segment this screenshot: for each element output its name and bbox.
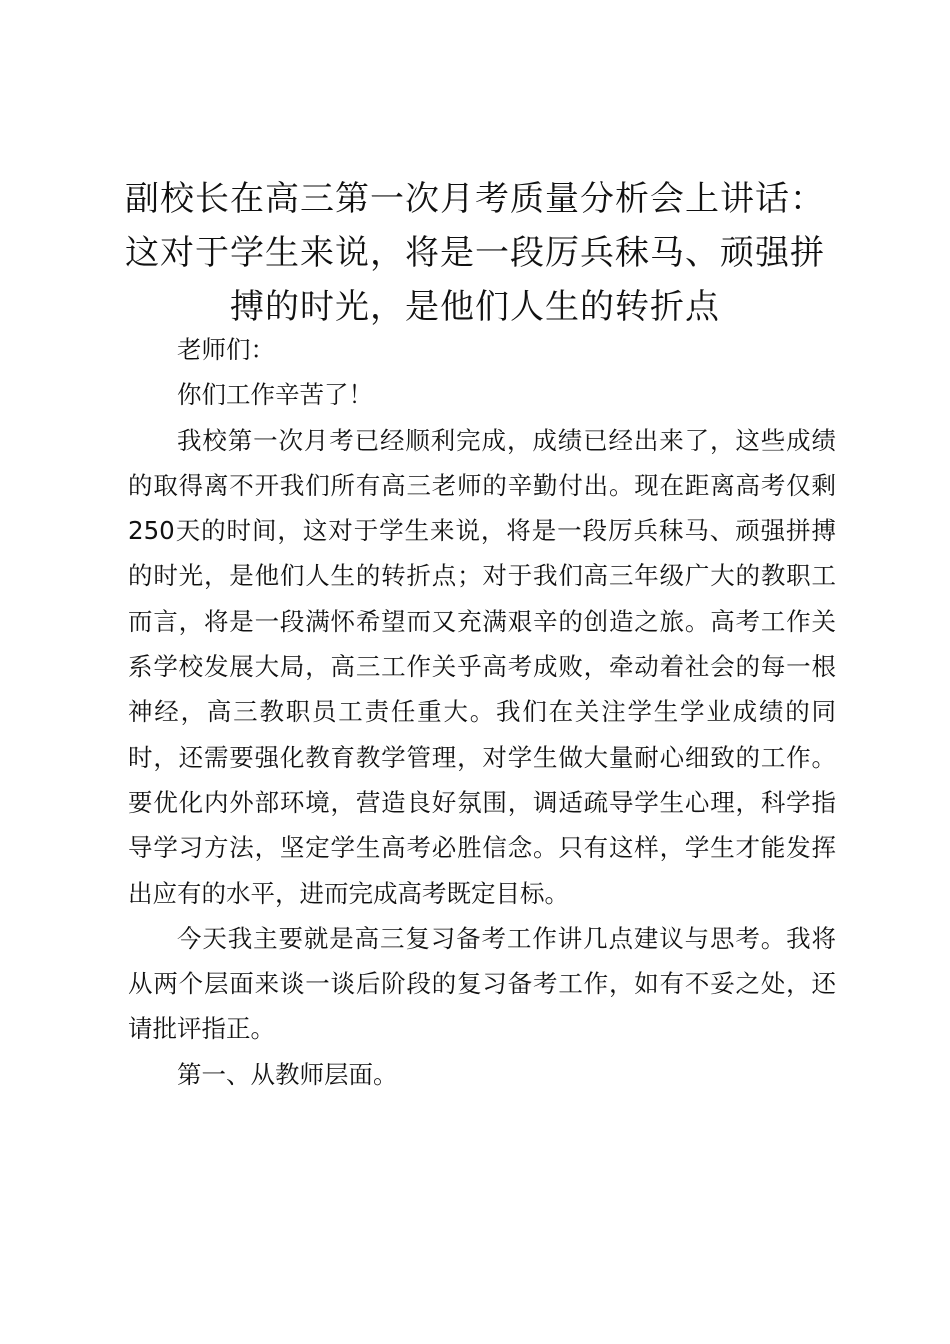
salutation-paragraph: 老师们： [177, 335, 275, 364]
document-body [128, 327, 836, 1097]
document-title: 副校长在高三第一次月考质量分析会上讲话：这对于学生来说，将是一段厉兵秣马、顽强拼搏的时光，是他们人生的转折点 [125, 179, 825, 327]
body-paragraph: 今天我主要就是高三复习备考工作讲几点建议与思考。我将从两个层面来谈一谈后阶段的复习备考工作，如有不妥之处，还请批评指正。 [128, 923, 836, 1044]
greeting-paragraph: 你们工作辛苦了！ [177, 380, 373, 410]
section-heading-paragraph: 第一、从教师层面。 [177, 1059, 398, 1089]
body-paragraph: 我校第一次月考已经顺利完成，成绩已经出来了，这些成绩的取得离不开我们所有高三老师的辛勤付出。现在距离高考仅剩250天的时间，这对于学生来说，将是一段厉兵秣马、顽强拼搏的时光，是他们人生的转折点；对于我们高三年级广大的教职工而言，将是一段满怀希望而又充满艰辛的创造之旅。高考工作关系学校发展大局，高三工作关乎高考成败，牵动着社会的每一根神经，高三教职员工责任重大。我们在关注学生学业成绩的同时，还需要强化教育教学管理，对学生做大量耐心细致的工作。要优化内外部环境，营造良好氛围，调适疏导学生心理，科学指导学习方法，坚定学生高考必胜信念。只有这样，学生才能发挥出应有的水平，进而完成高考既定目标。 [128, 425, 836, 908]
